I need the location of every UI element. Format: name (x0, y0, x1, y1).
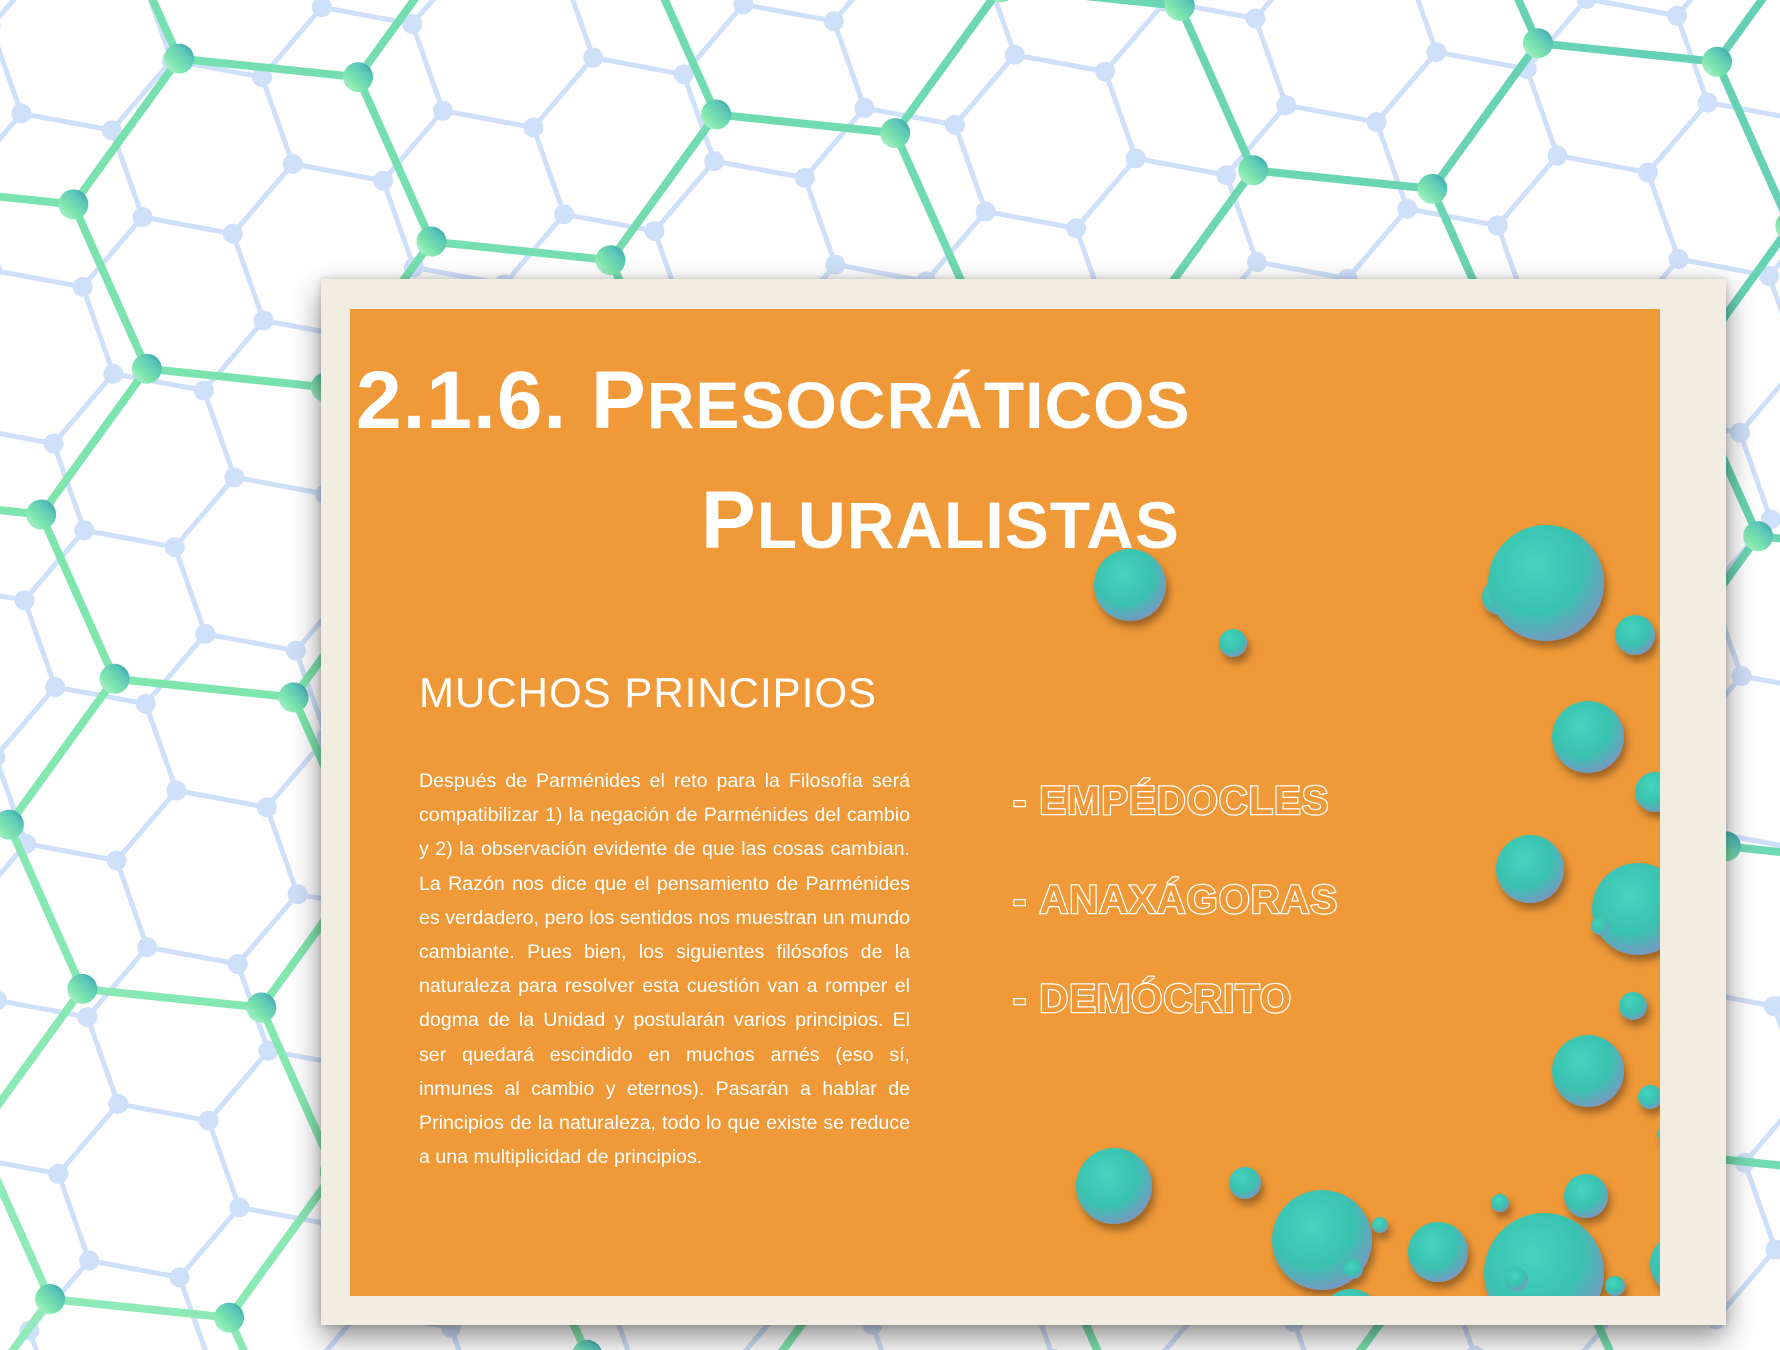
light-atom-node (0, 990, 7, 1010)
light-atom-node (170, 1267, 190, 1287)
light-atom-node (283, 154, 303, 174)
light-atom-node (1245, 9, 1265, 29)
light-atom-node (825, 255, 845, 275)
light-atom-node (1216, 165, 1236, 185)
light-atom-node (1465, 1346, 1485, 1350)
light-atom-node (45, 677, 65, 697)
light-atom-node (136, 694, 156, 714)
bold-atom-node (26, 500, 56, 530)
bold-atom-node (279, 682, 309, 712)
light-atom-node (945, 115, 965, 135)
light-atom-node (1095, 62, 1115, 82)
light-atom-node (288, 884, 308, 904)
teal-bubble (1615, 615, 1655, 655)
slide-title (350, 343, 1660, 583)
slide-panel (350, 309, 1660, 1296)
bold-atom-node (35, 1284, 65, 1314)
light-atom-node (1764, 996, 1780, 1016)
light-atom-node (1276, 95, 1296, 115)
philosopher-name: DEMÓCRITO (1039, 977, 1293, 1021)
light-atom-node (1669, 249, 1689, 269)
bold-atom-node (132, 354, 162, 384)
light-atom-node (257, 797, 277, 817)
light-atom-node (195, 624, 215, 644)
light-atom-node (107, 851, 127, 871)
bold-atom-node (572, 1340, 602, 1350)
light-atom-node (1247, 252, 1267, 272)
philosopher-name: ANAXÁGORAS (1039, 878, 1339, 922)
light-atom-node (373, 171, 393, 191)
light-atom-node (1730, 423, 1750, 443)
philosopher-empedocles (1013, 779, 1338, 878)
light-atom-node (48, 1164, 68, 1184)
teal-bubble (1658, 1118, 1660, 1150)
list-dash: - (1013, 779, 1028, 823)
light-atom-node (1548, 146, 1568, 166)
light-atom-node (166, 781, 186, 801)
teal-bubble (1605, 1276, 1625, 1296)
light-atom-node (583, 48, 603, 68)
bold-atom-node (100, 664, 130, 694)
list-dash: - (1013, 878, 1028, 922)
light-atom-node (554, 204, 574, 224)
light-atom-node (704, 151, 724, 171)
teal-bubble (1219, 629, 1247, 657)
light-atom-node (1005, 45, 1025, 65)
light-atom-node (1667, 6, 1687, 26)
light-atom-node (165, 537, 185, 557)
light-atom-node (44, 434, 64, 454)
bold-atom-node (67, 974, 97, 1004)
philosopher-anaxagoras (1013, 878, 1338, 977)
light-atom-node (0, 17, 1, 37)
bold-atom-node (246, 993, 276, 1023)
teal-bubble (1321, 1289, 1381, 1296)
light-atom-node (433, 101, 453, 121)
light-atom-node (523, 118, 543, 138)
light-atom-node (1698, 93, 1718, 113)
philosopher-list (1013, 779, 1338, 1076)
title-line-2: PLURALISTAS (701, 475, 1180, 566)
light-atom-node (229, 1197, 249, 1217)
teal-bubble (1343, 1259, 1363, 1279)
bold-atom-node (1165, 0, 1195, 21)
teal-bubble (1408, 1222, 1468, 1282)
light-atom-node (1426, 42, 1446, 62)
bold-atom-node (1743, 521, 1773, 551)
light-atom-node (108, 1094, 128, 1114)
bold-atom-node (417, 227, 447, 257)
light-atom-node (824, 11, 844, 31)
light-atom-node (1367, 112, 1387, 132)
teal-bubble (1591, 917, 1609, 935)
teal-bubble (1564, 1174, 1608, 1218)
light-atom-node (78, 1007, 98, 1027)
light-atom-node (1638, 162, 1658, 182)
bold-atom-node (343, 62, 373, 92)
light-atom-node (223, 224, 243, 244)
teal-bubble (1504, 1267, 1528, 1291)
bold-atom-node (596, 245, 626, 275)
teal-bubble (1229, 1167, 1261, 1199)
light-atom-node (254, 311, 274, 331)
bold-atom-node (1238, 155, 1268, 185)
bold-atom-node (58, 189, 88, 219)
bold-atom-node (1523, 28, 1553, 58)
light-atom-node (15, 590, 35, 610)
teal-bubble (1496, 835, 1564, 903)
teal-bubble (1491, 1194, 1509, 1212)
light-atom-node (674, 64, 694, 84)
teal-bubble (1592, 863, 1660, 955)
bold-atom-node (1417, 174, 1447, 204)
teal-bubble (1650, 1234, 1660, 1294)
light-atom-node (103, 364, 123, 384)
light-atom-node (194, 381, 214, 401)
philosopher-name: EMPÉDOCLES (1039, 779, 1330, 823)
list-dash: - (1013, 977, 1028, 1021)
light-atom-node (795, 168, 815, 188)
light-atom-node (286, 641, 306, 661)
light-atom-node (1732, 666, 1752, 686)
light-atom-node (645, 221, 665, 241)
teal-bubble (1552, 701, 1624, 773)
light-atom-node (1397, 199, 1417, 219)
light-atom-node (199, 1111, 219, 1131)
body-paragraph: Después de Parménides el reto para la Filosofía será compatibilizar 1) la negación de Parménides del cambio y 2) la observación evidente de que las cosas cambian. La Razón nos dice que el pensamiento de Parménides es verdadero, pero los sentidos nos muestran un mundo cambiante. Pues bien, los siguientes filósofos de la naturaleza para resolver esta cuestión van a romper el dogma de la Unidad y postularán varios principios. El ser quedará escindido en muchos arnés (eso sí, inmunes al cambio y eternos). Pasarán a hablar de Principios de la naturaleza, todo lo que existe se reduce a una multiplicidad de principios. (419, 770, 910, 1169)
light-atom-node (73, 277, 93, 297)
bold-atom-node (880, 118, 910, 148)
light-atom-node (0, 260, 2, 280)
section-subtitle: MUCHOS PRINCIPIOS (419, 669, 878, 716)
teal-bubble (1372, 1217, 1388, 1233)
light-atom-node (11, 104, 31, 124)
teal-bubble (1484, 1213, 1604, 1296)
title-line-1: 2.1.6. PRESOCRÁTICOS (356, 355, 1191, 446)
teal-bubble (1552, 1035, 1624, 1107)
light-atom-node (1126, 148, 1146, 168)
light-atom-node (74, 520, 94, 540)
teal-bubble (1076, 1148, 1152, 1224)
teal-bubble (1635, 772, 1660, 812)
teal-bubble (1638, 1085, 1660, 1109)
light-atom-node (137, 937, 157, 957)
bold-atom-node (214, 1303, 244, 1333)
slide-card (321, 279, 1726, 1325)
light-atom-node (133, 207, 153, 227)
teal-bubble (1619, 992, 1647, 1020)
light-atom-node (225, 467, 245, 487)
light-atom-node (228, 954, 248, 974)
light-atom-node (79, 1251, 99, 1271)
light-atom-node (855, 98, 875, 118)
bold-atom-node (701, 100, 731, 130)
bold-atom-node (164, 44, 194, 74)
light-atom-node (1488, 216, 1508, 236)
philosopher-democrito (1013, 977, 1338, 1076)
light-atom-node (1066, 218, 1086, 238)
bold-atom-node (1702, 47, 1732, 77)
light-atom-node (976, 202, 996, 222)
